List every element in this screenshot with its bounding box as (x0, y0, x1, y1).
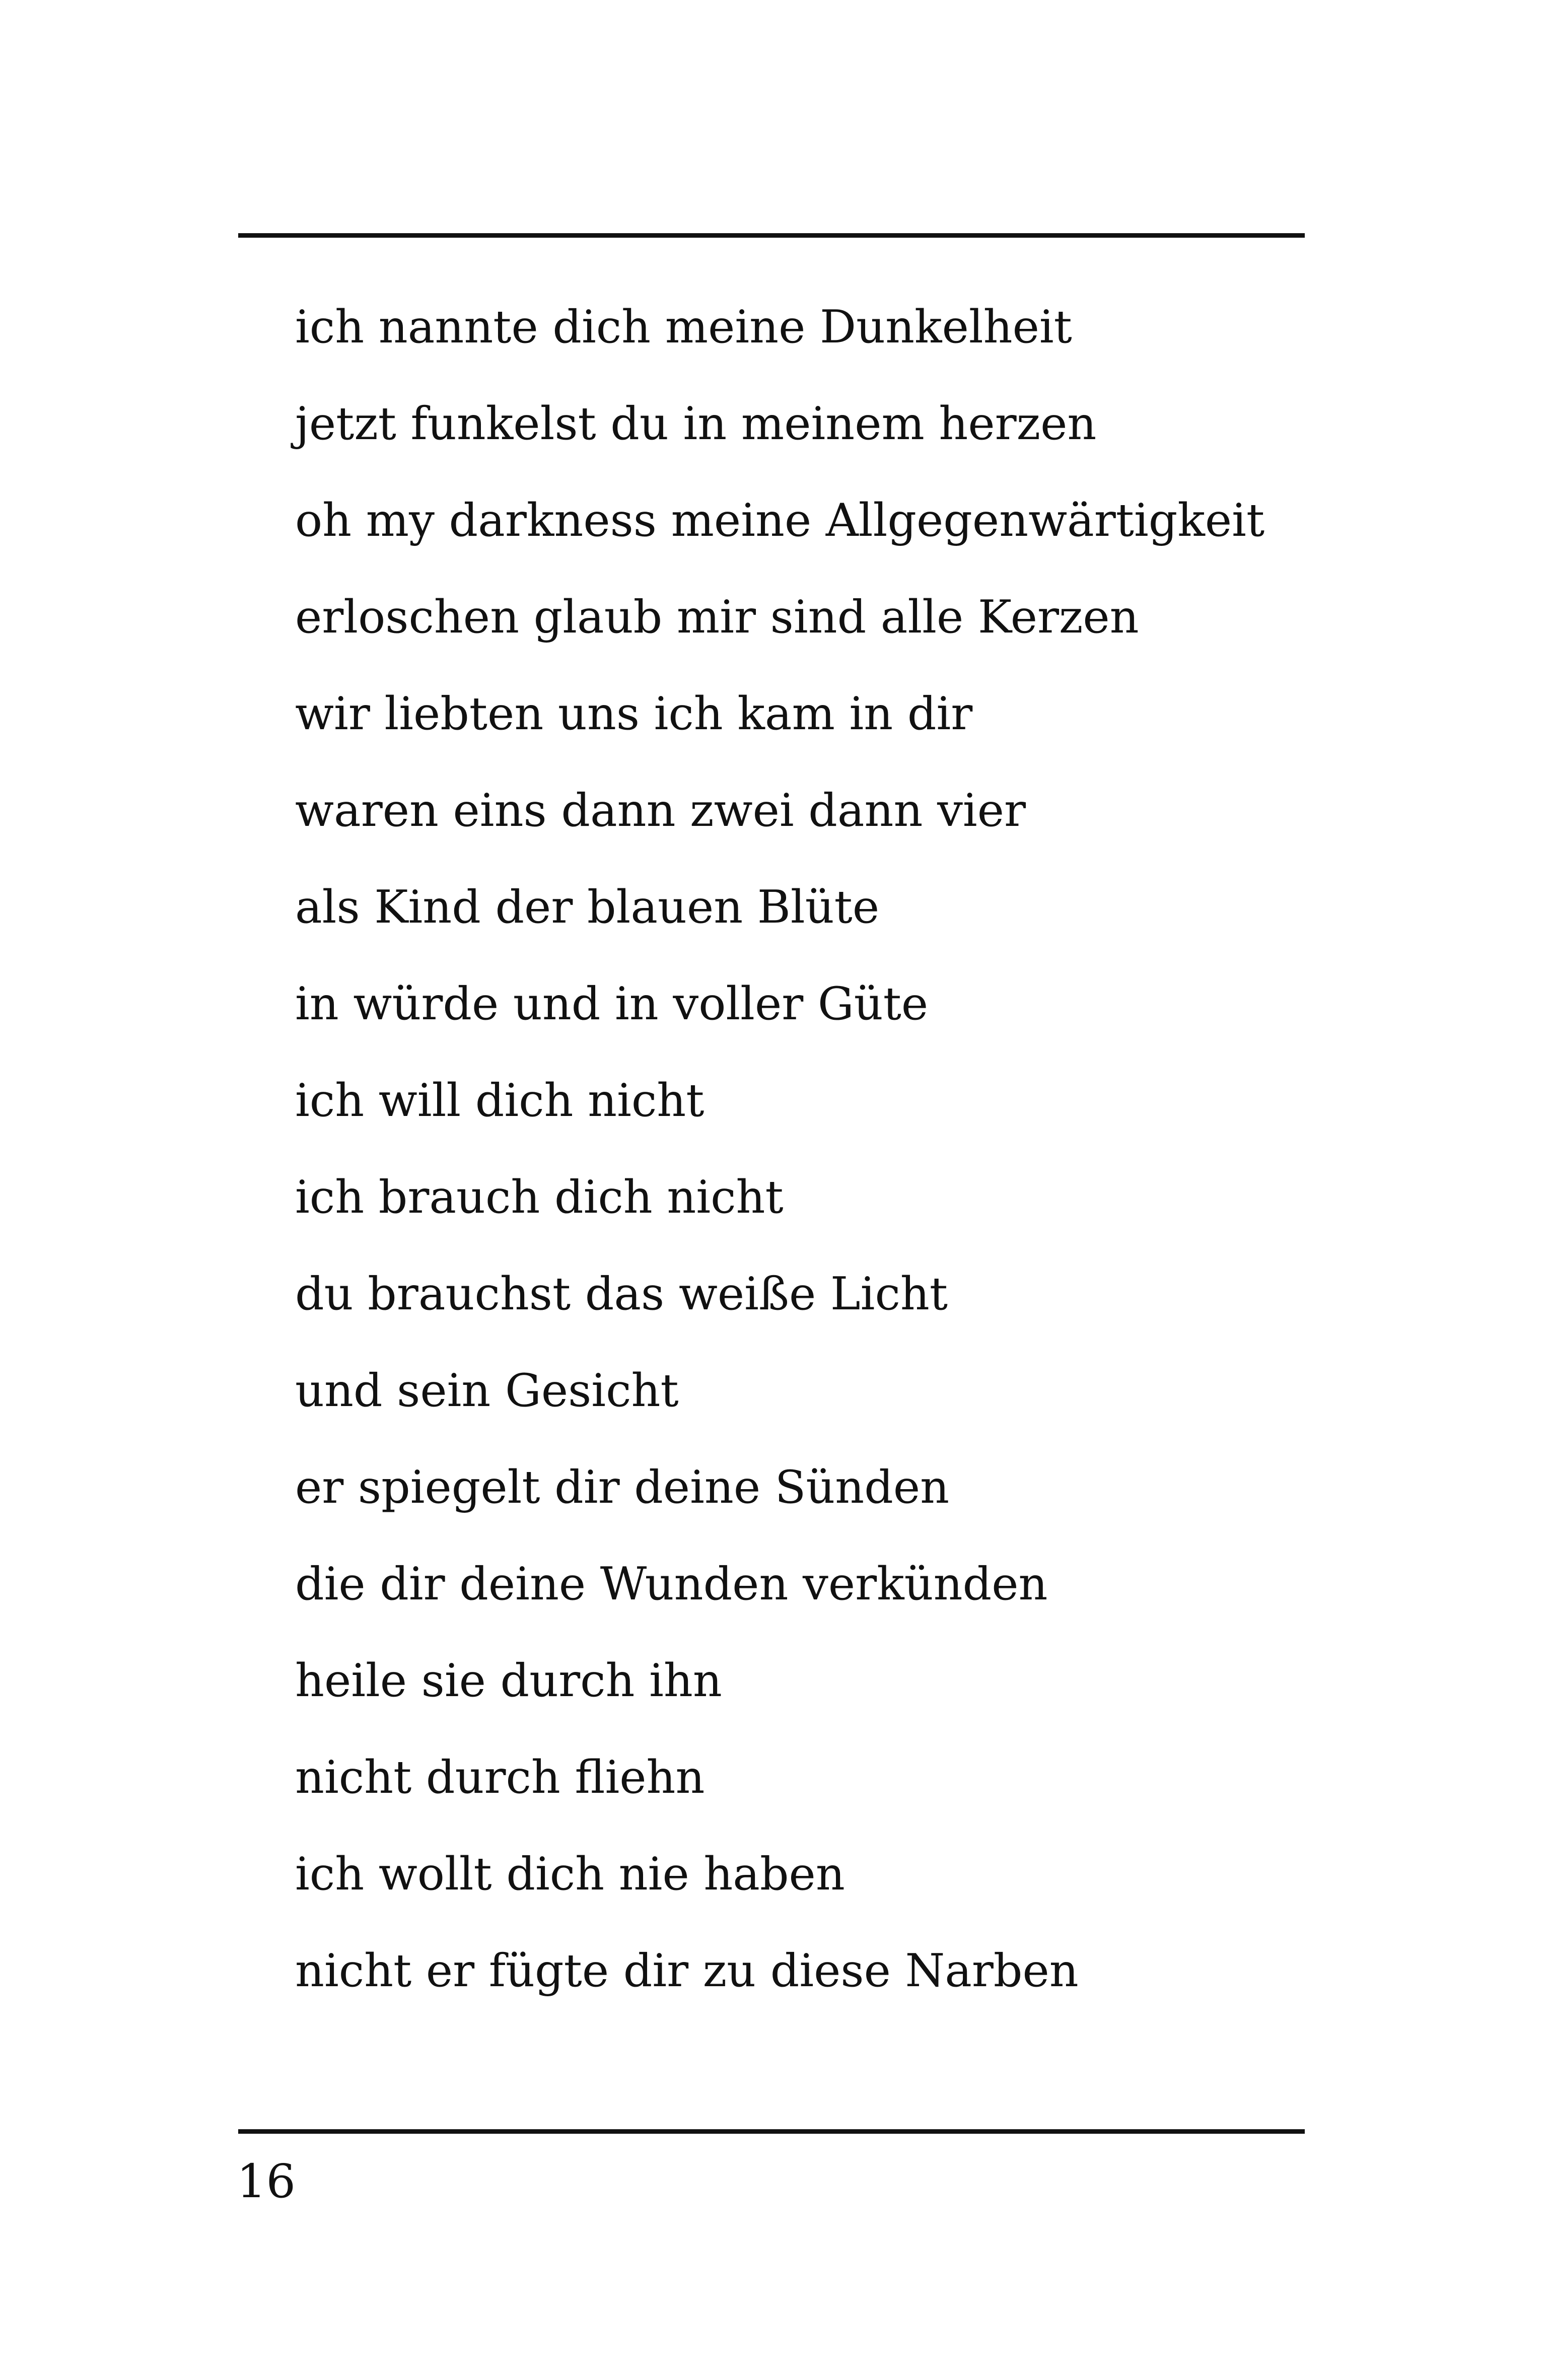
poem-line: wir liebten uns ich kam in dir (295, 687, 973, 740)
poem-line: heile sie durch ihn (295, 1654, 722, 1707)
poem-line: ich nannte dich meine Dunkelheit (295, 301, 1072, 354)
poem-line: die dir deine Wunden verkünden (295, 1558, 1048, 1611)
poem-line: erloschen glaub mir sind alle Kerzen (295, 591, 1139, 644)
poem-line: nicht er fügte dir zu diese Narben (295, 1944, 1079, 1997)
poem-line: waren eins dann zwei dann vier (295, 784, 1026, 837)
poem-line: und sein Gesicht (295, 1364, 679, 1417)
poem-line: ich wollt dich nie haben (295, 1848, 845, 1901)
poem-line: in würde und in voller Güte (295, 977, 929, 1030)
header-rule (238, 233, 1305, 238)
poem-line: jetzt funkelst du in meinem herzen (295, 397, 1097, 450)
poem-text (295, 301, 1302, 2042)
poem-line: oh my darkness meine Allgegenwärtigkeit (295, 494, 1265, 547)
poem-line: ich will dich nicht (295, 1074, 705, 1127)
footer-rule (238, 2129, 1305, 2134)
page-number: 16 (237, 2154, 296, 2208)
poem-line: als Kind der blauen Blüte (295, 881, 880, 934)
poem-line: ich brauch dich nicht (295, 1171, 784, 1224)
poem-line: du brauchst das weiße Licht (295, 1268, 948, 1320)
poem-line: er spiegelt dir deine Sünden (295, 1461, 950, 1514)
poem-line: nicht durch fliehn (295, 1751, 705, 1804)
